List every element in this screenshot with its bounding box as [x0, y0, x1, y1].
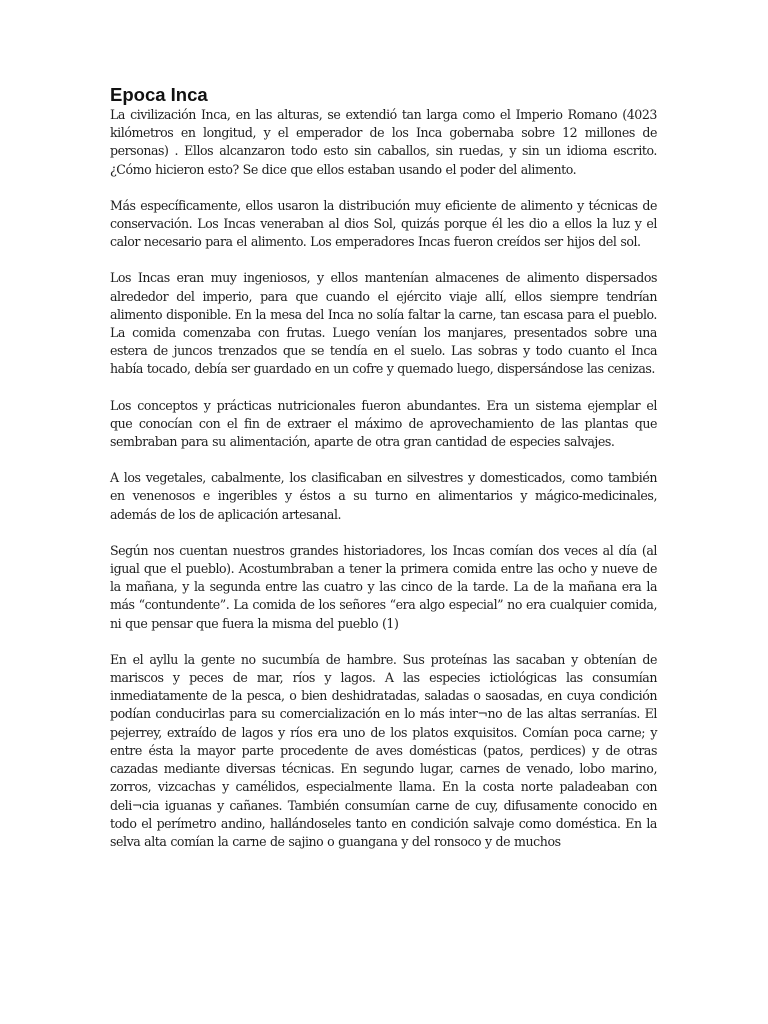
paragraph-plant-classification: A los vegetales, cabalmente, los clasificaban en silvestres y domesticados, como también en venenosos e ingeribles y éstos a su turno en alimentarios y mágico-medicinales, además de los de aplicación artesanal. [110, 470, 657, 522]
paragraph-ayllu-diet: En el ayllu la gente no sucumbía de hambre. Sus proteínas las sacaban y obtenían de mariscos y peces de mar, ríos y lagos. A las especies ictiológicas las consumían inmediatamente de la pesca, o bien deshidratadas, saladas o saosadas, en cuya condición podían conducirlas para su comercialización en lo más inter¬no de las altas serranías. El pejerrey, extraído de lagos y ríos era uno de los platos exquisitos. Comían poca carne; y entre ésta la mayor parte procedente de aves domésticas (patos, perdices) y de otras cazadas mediante diversas técnicas. En segundo lugar, carnes de venado, lobo marino, zorros, vizcachas y camélidos, especialmente llama. En la costa norte paladeaban con deli¬cia iguanas y cañanes. También consumían carne de cuy, difusamente conocido en todo el perímetro andino, hallándoseles tanto en condición salvaje como doméstica. En la selva alta comían la carne de sajino o guangana y del ronsoco y de muchos [110, 651, 657, 849]
paragraph-intro: La civilización Inca, en las alturas, se extendió tan larga como el Imperio Romano (4023 kilómetros en longitud, y el emperador de los Inca gobernaba sobre 12 millones de personas) . Ellos alcanzaron todo esto sin caballos, sin ruedas, y sin un idioma escrito. ¿Cómo hicieron esto? Se dice que ellos estaban usando el poder del alimento. [110, 107, 657, 177]
paragraph-distribution: Más específicamente, ellos usaron la distribución muy eficiente de alimento y técnicas de conservación. Los Incas veneraban al dios Sol, quizás porque él les dio a ellos la luz y el calor necesario para el alimento. Los emperadores Incas fueron creídos ser hijos del sol. [110, 197, 657, 250]
document-page [110, 84, 657, 869]
paragraph-nutrition-concepts: Los conceptos y prácticas nutricionales fueron abundantes. Era un sistema ejemplar el que conocían con el fin de extraer el máximo de aprovechamiento de las plantas que sembraban para su alimentación, aparte de otra gran cantidad de especies salvajes. [110, 397, 657, 450]
paragraph-meal-times: Según nos cuentan nuestros grandes historiadores, los Incas comían dos veces al día (al igual que el pueblo). Acostumbraban a tener la primera comida entre las ocho y nueve de la mañana, y la segunda entre las cuatro y las cinco de la tarde. La de la mañana era la más “contundente”. La comida de los señores “era algo especial” no era cualquier comida, ni que pensar que fuera la misma del pueblo (1) [110, 542, 657, 631]
page-title: Epoca Inca [110, 84, 208, 105]
paragraph-storehouses: Los Incas eran muy ingeniosos, y ellos mantenían almacenes de alimento dispersados alrededor del imperio, para que cuando el ejército viaje allí, ellos siempre tendrían alimento disponible. En la mesa del Inca no solía faltar la carne, tan escasa para el pueblo. La comida comenzaba con frutas. Luego venían los manjares, presentados sobre una estera de juncos trenzados que se tendía en el suelo. Las sobras y todo cuanto el Inca había tocado, debía ser guardado en un cofre y quemado luego, dispersándose las cenizas. [110, 270, 657, 377]
